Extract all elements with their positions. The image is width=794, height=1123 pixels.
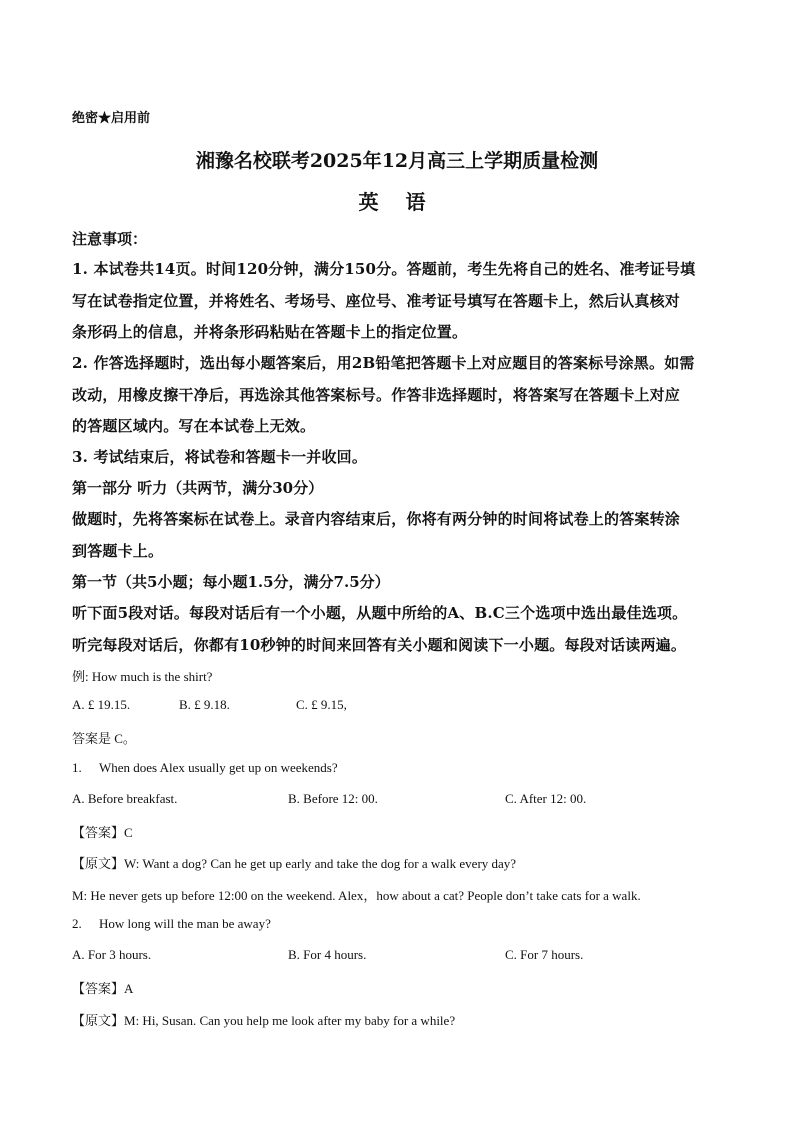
answer-value: C <box>124 825 133 840</box>
question-1-script-line-2: M: He never gets up before 12:00 on the weekend. Alex，how about a cat? People don’t take cats for a walk. <box>72 888 641 903</box>
subject-title: 英 语 <box>358 190 436 214</box>
example-answer: 答案是 C。 <box>72 731 136 746</box>
note-1-line-3: 条形码上的信息，并将条形码粘贴在答题卡上的指定位置。 <box>72 323 468 341</box>
question-2-option-c: C. For 7 hours. <box>505 947 584 962</box>
example-question: 例: How much is the shirt? <box>72 669 213 684</box>
script-text: M: Hi, Susan. Can you help me look after my baby for a while? <box>124 1013 456 1028</box>
script-text: W: Want a dog? Can he get up early and take the dog for a walk every day? <box>124 856 517 871</box>
exam-title: 湘豫名校联考2025年12月高三上学期质量检测 <box>195 150 599 172</box>
secret-mark: 绝密★启用前 <box>72 111 151 126</box>
note-1-line-2: 写在试卷指定位置，并将姓名、考场号、座位号、准考证号填写在答题卡上，然后认真核对 <box>72 292 681 310</box>
notes-heading: 注意事项： <box>72 230 148 248</box>
question-2-script-line-1 <box>72 1010 455 1029</box>
answer-value: A <box>124 981 134 996</box>
answer-tag: 【答案】 <box>72 826 125 841</box>
question-1-answer <box>72 822 133 841</box>
question-2-number: 2. <box>72 916 82 931</box>
example-option-a: A. £ 19.15. <box>72 697 131 712</box>
part1-heading: 第一部分 听力（共两节，满分30分） <box>72 479 324 497</box>
script-tag: 【原文】 <box>72 857 125 872</box>
question-2 <box>72 916 271 932</box>
question-2-text: How long will the man be away? <box>99 916 271 931</box>
note-2-line-3: 的答题区域内。写在本试卷上无效。 <box>72 417 316 435</box>
answer-tag: 【答案】 <box>72 982 125 997</box>
question-1-option-b: B. Before 12: 00. <box>288 791 378 806</box>
note-3: 3. 考试结束后，将试卷和答题卡一并收回。 <box>72 448 368 466</box>
question-2-option-b: B. For 4 hours. <box>288 947 367 962</box>
part1-intro-line-1: 做题时，先将答案标在试卷上。录音内容结束后，你将有两分钟的时间将试卷上的答案转涂 <box>72 510 681 528</box>
question-1-option-a: A. Before breakfast. <box>72 791 178 806</box>
section1-intro-line-2: 听完每段对话后，你都有10秒钟的时间来回答有关小题和阅读下一小题。每段对话读两遍。 <box>72 636 687 654</box>
section1-intro-line-1: 听下面5段对话。每段对话后有一个小题，从题中所给的A、B.C三个选项中选出最佳选项。 <box>72 604 688 622</box>
note-2-line-2: 改动，用橡皮擦干净后，再选涂其他答案标号。作答非选择题时，将答案写在答题卡上对应 <box>72 386 681 404</box>
question-1-number: 1. <box>72 760 82 775</box>
example-option-b: B. £ 9.18. <box>179 697 230 712</box>
note-2-line-1: 2. 作答选择题时，选出每小题答案后，用2B铅笔把答题卡上对应题目的答案标号涂黑。如需 <box>72 354 695 372</box>
question-1-script-line-1 <box>72 853 516 872</box>
question-2-answer <box>72 978 133 997</box>
note-1-line-1: 1. 本试卷共14页。时间120分钟，满分150分。答题前，考生先将自己的姓名、准考证号填 <box>72 260 696 278</box>
example-option-c: C. £ 9.15, <box>296 697 347 712</box>
script-tag: 【原文】 <box>72 1014 125 1029</box>
question-1 <box>72 760 338 776</box>
question-1-option-c: C. After 12: 00. <box>505 791 587 806</box>
question-1-text: When does Alex usually get up on weekends? <box>99 760 338 775</box>
part1-intro-line-2: 到答题卡上。 <box>72 542 164 560</box>
section1-heading: 第一节（共5小题；每小题1.5分，满分7.5分） <box>72 573 390 591</box>
question-2-option-a: A. For 3 hours. <box>72 947 152 962</box>
